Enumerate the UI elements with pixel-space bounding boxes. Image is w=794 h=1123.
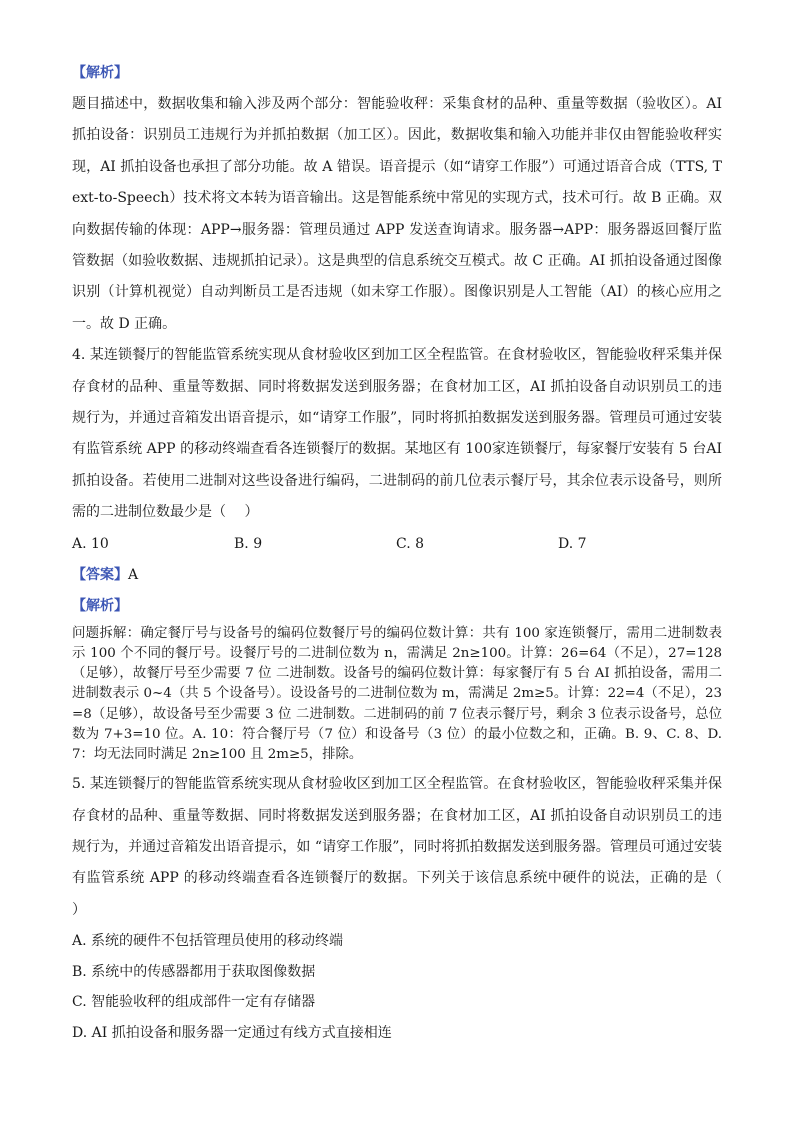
question-4-option-b: B. 9 [234,535,263,552]
question-4-options [72,529,722,560]
question-4-option-c: C. 8 [396,535,425,552]
analysis-heading: 【解析】 [72,65,128,81]
question-4-option-d: D. 7 [558,535,587,552]
analysis-text: 题目描述中，数据收集和输入涉及两个部分：智能验收秤：采集食材的品种、重量等数据（验收区）。AI 抓拍设备：识别员工违规行为并抓拍数据（加工区）。因此，数据收集和输入功能并非仅由智能验收秤实现，AI 抓拍设备也承担了部分功能。故 A 错误。语音提示（如“请穿工作服”）可通过语音合成（TTS, Text-to-Speech）技术将文本转为语音输出。这是智能系统中常见的实现方式，技术可行。故 B 正确。双向数据传输的体现：APP→服务器：管理员通过 APP 发送查询请求。服务器→APP：服务器返回餐厅监管数据（如验收数据、违规抓拍记录）。这是典型的信息系统交互模式。故 C 正确。AI 抓拍设备通过图像识别（计算机视觉）自动判断员工是否违规（如未穿工作服）。图像识别是人工智能（AI）的核心应用之一。故 D 正确。 [72,96,722,332]
question-5-option-c: C. 智能验收秤的组成部件一定有存储器 [72,994,316,1011]
question-4-analysis-heading: 【解析】 [72,597,128,614]
question-4-analysis-text: 问题拆解：确定餐厅号与设备号的编码位数餐厅号的编码位数计算：共有 100 家连锁餐厅，需用二进制数表示 100 个不同的餐厅号。设餐厅号的二进制位数为 n，需满足 2n≥100。计算：26=64（不足），27=128（足够），故餐厅号至少需要 7 位 二进制数。设备号的编码位数计算：每家餐厅有 5 台 AI 抓拍设备，需用二进制数表示 0~4（共 5 个设备号）。设设备号的二进制位数为 m，需满足 2m≥5。计算：22=4（不足），23=8（足够），故设备号至少需要 3 位 二进制数。二进制码的前 7 位表示餐厅号，剩余 3 位表示设备号，总位数为 7+3=10 位。A. 10：符合餐厅号（7 位）和设备号（3 位）的最小位数之和，正确。B. 9、C. 8、D. 7：均无法同时满足 2n≥100 且 2m≥5，排除。 [72,625,722,762]
question-5-option-a: A. 系统的硬件不包括管理员使用的移动终端 [72,933,344,950]
answer-heading: 【答案】 [72,566,128,583]
question-5-option-b: B. 系统中的传感器都用于获取图像数据 [72,963,316,980]
question-4-option-a: A. 10 [72,535,109,552]
question-5-option-d: D. AI 抓拍设备和服务器一定通过有线方式直接相连 [72,1024,392,1041]
question-5-stem: 5. 某连锁餐厅的智能监管系统实现从食材验收区到加工区全程监管。在食材验收区，智能验收秤采集并保存食材的品种、重量等数据、同时将数据发送到服务器；在食材加工区，AI 抓拍设备自动识别员工的违规行为，并通过音箱发出语音提示，如 “请穿工作服”，同时将抓拍数据发送到服务器。管理员可通过安装有监管系统 APP 的移动终端查看各连锁餐厅的数据。下列关于该信息系统中硬件的说法，正确的是（ ） [72,776,741,918]
question-4-answer [72,560,722,591]
question-4-stem: 4. 某连锁餐厅的智能监管系统实现从食材验收区到加工区全程监管。在食材验收区，智能验收秤采集并保存食材的品种、重量等数据、同时将数据发送到服务器；在食材加工区，AI 抓拍设备自动识别员工的违规行为，并通过音箱发出语音提示，如“请穿工作服”，同时将抓拍数据发送到服务器。管理员可通过安装有监管系统 APP 的移动终端查看各连锁餐厅的数据。某地区有 100家连锁餐厅，每家餐厅安装有 5 台AI 抓拍设备。若使用二进制对这些设备进行编码，二进制码的前几位表示餐厅号，其余位表示设备号，则所需的二进制位数最少是（ ） [72,347,722,521]
answer-value: A [128,566,139,583]
document-page [72,58,741,1048]
